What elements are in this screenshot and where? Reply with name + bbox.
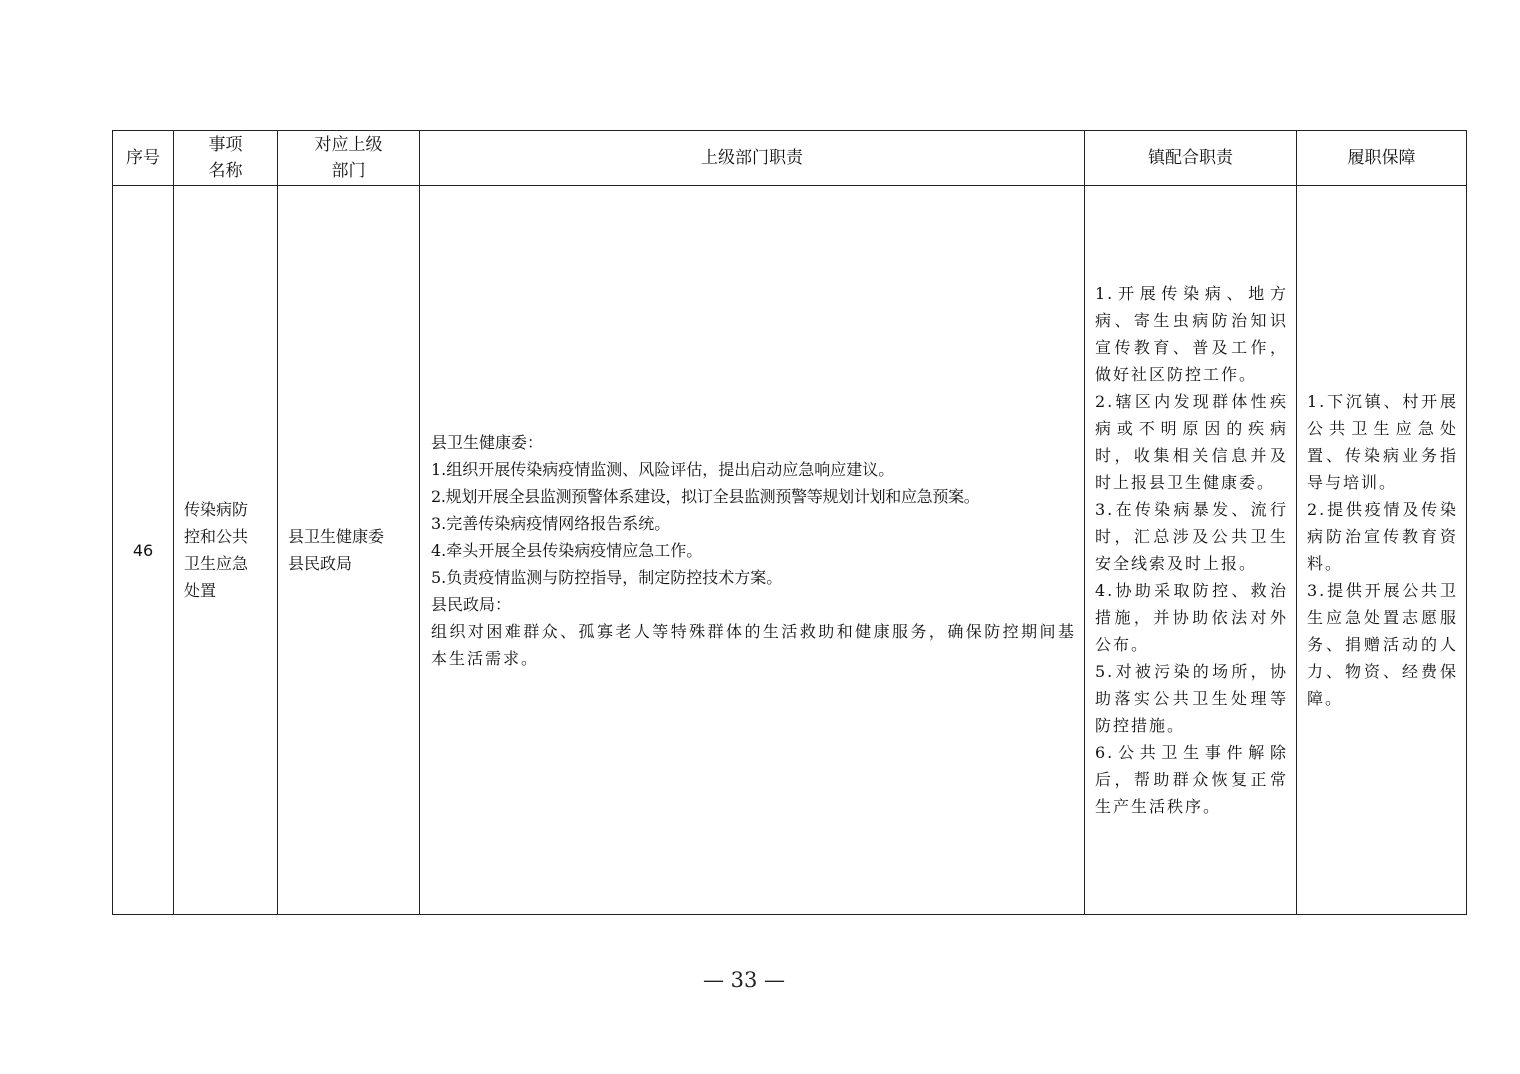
header-item-name-line: 事项 — [208, 135, 243, 155]
cell-guarantee — [1297, 186, 1467, 915]
table-header-row — [113, 131, 1467, 186]
item-name-line: 处置 — [184, 581, 217, 600]
header-superior-dept — [278, 131, 420, 186]
duty-heading: 县卫生健康委： — [431, 432, 544, 452]
item-name-line: 卫生应急 — [184, 554, 249, 573]
header-town-duties: 镇配合职责 — [1085, 131, 1297, 186]
duty-heading: 县民政局： — [431, 594, 512, 614]
duty-item: 2.规划开展全县监测预警体系建设，拟订全县监测预警等规划计划和应急预案。 — [431, 486, 980, 506]
cell-superior-duties — [420, 186, 1085, 915]
item-name-line: 控和公共 — [184, 527, 249, 546]
cell-superior-dept — [278, 186, 420, 915]
header-guarantee: 履职保障 — [1297, 131, 1467, 186]
cell-seq: 46 — [113, 186, 174, 915]
cell-town-duties — [1085, 186, 1297, 915]
town-duty-item: 3.在传染病暴发、流行时，汇总涉及公共卫生安全线索及时上报。 — [1095, 500, 1288, 573]
town-duty-item: 1.开展传染病、地方病、寄生虫病防治知识宣传教育、普及工作，做好社区防控工作。 — [1095, 284, 1288, 384]
duty-table — [112, 130, 1467, 915]
dept-line: 县卫生健康委 — [288, 527, 385, 546]
table-row — [113, 186, 1467, 915]
item-name-line: 传染病防 — [184, 500, 249, 519]
guarantee-item: 3.提供开展公共卫生应急处置志愿服务、捐赠活动的人力、物资、经费保障。 — [1307, 581, 1458, 708]
town-duty-item: 2.辖区内发现群体性疾病或不明原因的疾病时，收集相关信息并及时上报县卫生健康委。 — [1095, 392, 1288, 492]
header-superior-dept-line: 对应上级 — [314, 135, 383, 155]
dept-line: 县民政局 — [288, 554, 353, 573]
cell-item-name — [174, 186, 278, 915]
duty-item: 1.组织开展传染病疫情监测、风险评估，提出启动应急响应建议。 — [431, 459, 895, 479]
guarantee-item: 2.提供疫情及传染病防治宣传教育资料。 — [1307, 500, 1458, 573]
header-superior-duties: 上级部门职责 — [420, 131, 1085, 186]
header-item-name-line: 名称 — [208, 161, 243, 181]
town-duty-item: 4.协助采取防控、救治措施，并协助依法对外公布。 — [1095, 581, 1288, 654]
header-seq: 序号 — [113, 131, 174, 186]
duty-item: 5.负责疫情监测与防控指导，制定防控技术方案。 — [431, 567, 783, 587]
duty-item: 3.完善传染病疫情网络报告系统。 — [431, 513, 671, 533]
page-number: — 33 — — [702, 968, 786, 992]
town-duty-item: 5.对被污染的场所，协助落实公共卫生处理等防控措施。 — [1095, 662, 1288, 735]
header-superior-dept-line: 部门 — [331, 161, 366, 181]
duty-item: 4.牵头开展全县传染病疫情应急工作。 — [431, 540, 703, 560]
duty-item: 组织对困难群众、孤寡老人等特殊群体的生活救助和健康服务，确保防控期间基本生活需求。 — [431, 621, 1076, 668]
guarantee-item: 1.下沉镇、村开展公共卫生应急处置、传染病业务指导与培训。 — [1307, 392, 1458, 492]
header-item-name — [174, 131, 278, 186]
town-duty-item: 6.公共卫生事件解除后，帮助群众恢复正常生产生活秩序。 — [1095, 743, 1288, 816]
